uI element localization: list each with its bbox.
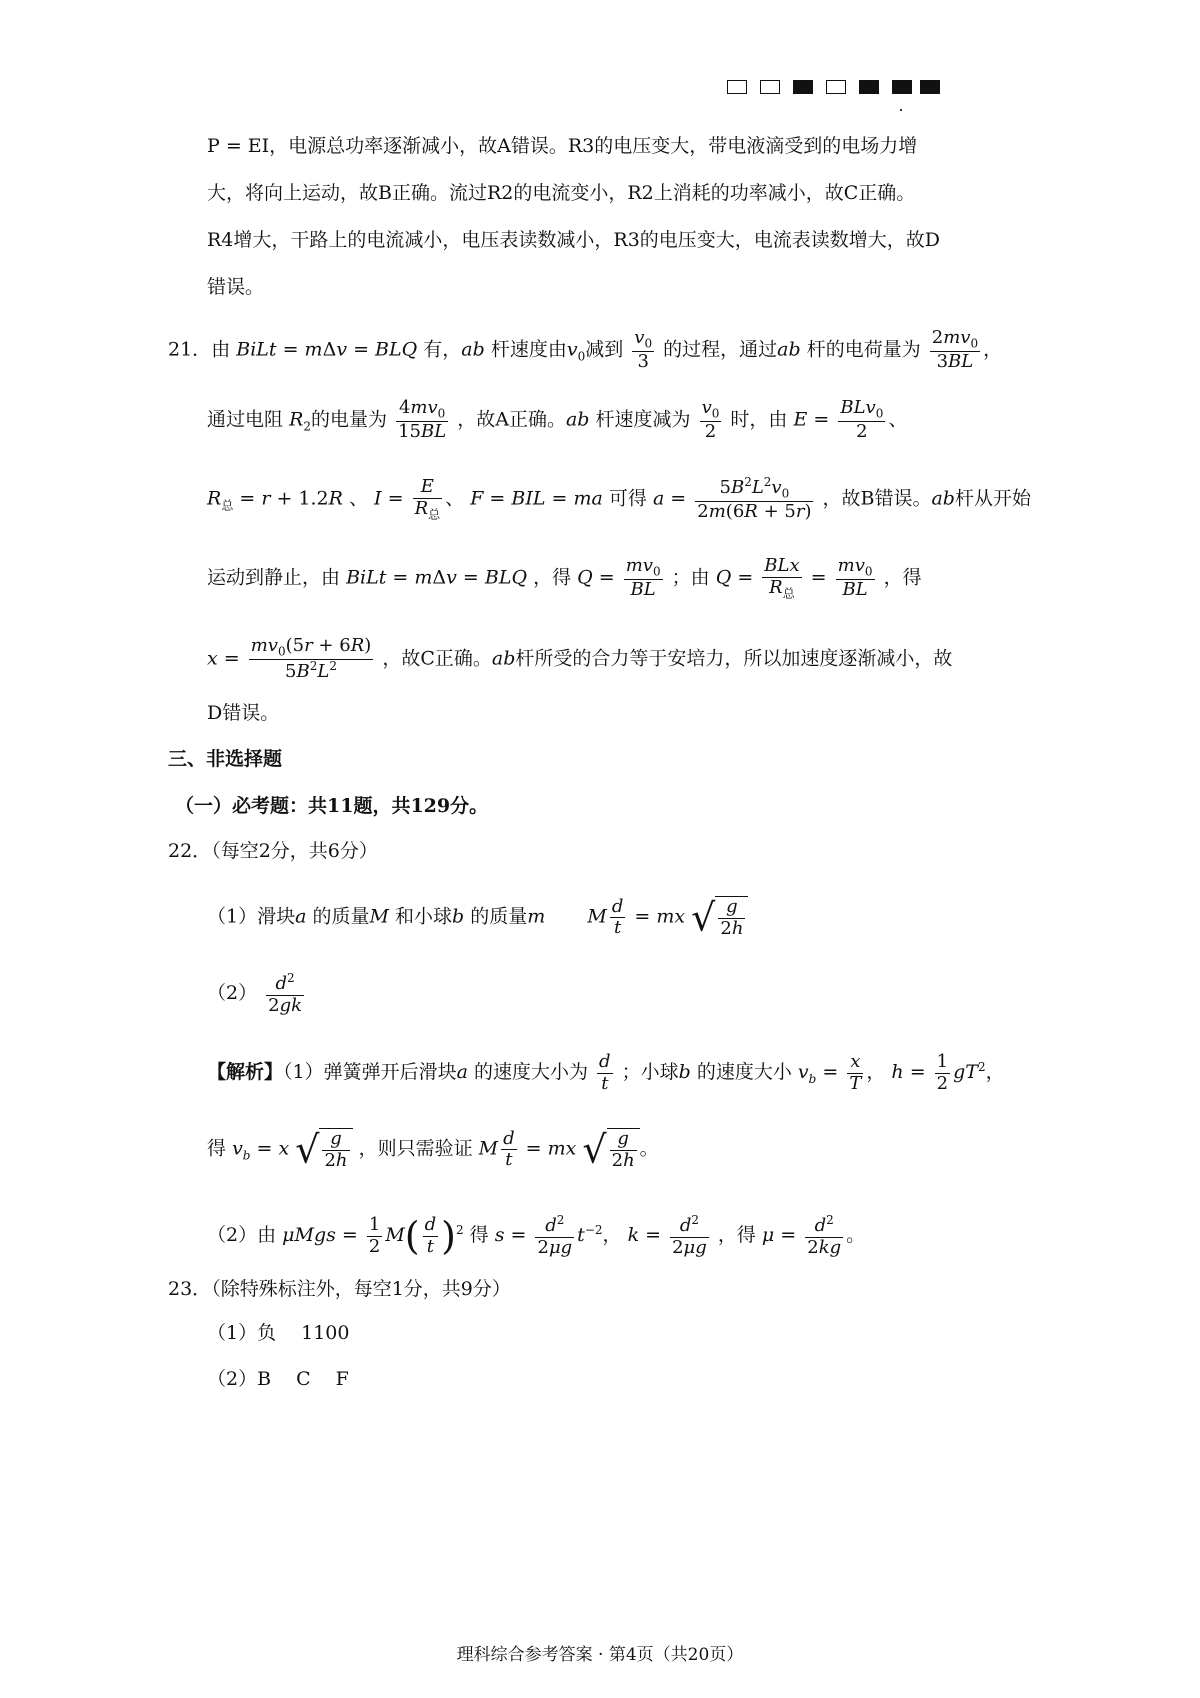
sqrt-g-over-2h-2: √ $\frac{g}{2h}$ [295, 1128, 352, 1171]
marker-square-empty [760, 80, 780, 94]
q22-number: 22． [168, 840, 212, 862]
fraction-d-over-t-4: $\frac{d}{t}$ [424, 1214, 437, 1257]
fraction-v0-over-3: $\frac{v_0}{3}$ [634, 327, 653, 373]
q21-line-5: x = $\frac{mv_0(5r + 6R)}{5B^2L^2}$ ，故C正确。ab杆所受的合力等于安培力，所以加速度逐渐减小，故 [207, 635, 953, 683]
fraction-acceleration: $\frac{5B^2L^2v_0}{2m(6R + 5r)}$ [697, 475, 812, 523]
fraction-d2-over-2mug: $\frac{d^2}{2\mu g}$ [537, 1213, 573, 1258]
q21-line-2: 通过电阻 $R_2$的电量为 $\frac{4mv_0}{15BL}$ ，故A正确。ab 杆速度减为 $\frac{v_0}{2}$ 时，由 E = $\frac{BLv_0}{2}$ 、 [207, 397, 908, 443]
fraction-BLx-Rtotal: $\frac{\text{BLx}}{R_总}$ [764, 555, 800, 601]
section-3-subtitle: （一）必考题：共11题，共129分。 [175, 795, 489, 817]
fraction-mv0-BL-2: $\frac{mv_0}{BL}$ [837, 555, 873, 601]
fraction-d-over-t: $\frac{d}{t}$ [611, 895, 624, 939]
marker-square-empty [727, 80, 747, 94]
fraction-d2-over-2kg: $\frac{d^2}{2kg}$ [807, 1213, 842, 1258]
fraction-mv0-BL: $\frac{mv_0}{BL}$ [625, 555, 661, 601]
q22-part2: （2） $\frac{d^2}{2gk}$ [207, 971, 303, 1016]
marker-square-empty [826, 80, 846, 94]
q22-part1: （1）滑块a 的质量M 和小球b 的质量m M $\frac{d}{t}$ = mx √ $\frac{g}{2h}$ [207, 896, 748, 939]
q23-part1: （1）负 1100 [207, 1322, 350, 1344]
marker-square-filled [892, 80, 912, 94]
q21-line-6: D错误。 [207, 702, 280, 724]
q21-line-1: 21．由 BiLt = mΔv = BLQ 有，ab 杆速度由$v_0$减到 $\frac{v_0}{3}$ 的过程，通过ab 杆的电荷量为 $\frac{2mv_0}{3BL}$ ， [168, 327, 1003, 373]
marker-square-filled [920, 80, 940, 94]
marker-dot [900, 109, 902, 111]
q21-line-4: 运动到静止，由 BiLt = mΔv = BLQ ，得 Q = $\frac{mv_0}{BL}$ ；由 Q = $\frac{\text{BLx}}{R_总}$ = $\frac{mv_0}{BL}$ ，得 [207, 555, 922, 601]
para-line-3: R4增大，干路上的电流减小，电压表读数减小，R3的电压变大，电流表读数增大，故D [207, 229, 941, 251]
analysis-tag: 【解析】 [207, 1061, 284, 1084]
q23-part2: （2）B C F [207, 1368, 349, 1390]
fraction-x-over-T: $\frac{x}{T}$ [849, 1051, 862, 1094]
para-line-1: P = EI，电源总功率逐渐减小，故A错误。R3的电压变大，带电液滴受到的电场力增 [207, 135, 918, 157]
q23-header: 23．（除特殊标注外，每空1分，共9分） [168, 1278, 511, 1300]
marker-square-filled [859, 80, 879, 94]
section-3-title: 三、非选择题 [168, 748, 283, 770]
q22-analysis-line-2: 得 $v_b = x$ √ $\frac{g}{2h}$ ，则只需验证 M $\frac{d}{t}$ = mx √ $\frac{g}{2h}$ 。 [207, 1127, 659, 1172]
fraction-2mv0-3BL: $\frac{2mv_0}{3BL}$ [931, 327, 979, 373]
q23-number: 23． [168, 1278, 212, 1300]
fraction-v0-over-2: $\frac{v_0}{2}$ [701, 397, 720, 443]
q21-number: 21． [168, 338, 212, 361]
fraction-4mv0-15BL: $\frac{4mv_0}{15BL}$ [398, 397, 447, 443]
fraction-one-half-2: $\frac{1}{2}$ [368, 1214, 381, 1257]
q22-analysis-line-1: 【解析】（1）弹簧弹开后滑块a 的速度大小为 $\frac{d}{t}$ ；小球b 的速度大小 $v_b$ = $\frac{x}{T}$ ， h = $\frac{1}{2}$ $gT^2$， [207, 1051, 1005, 1094]
para-line-2: 大，将向上运动，故B正确。流过R2的电流变小，R2上消耗的功率减小，故C正确。 [207, 182, 916, 204]
fraction-d2-over-2mug-2: $\frac{d^2}{2\mu g}$ [672, 1213, 707, 1258]
fraction-d-over-t-3: $\frac{d}{t}$ [503, 1127, 515, 1171]
q21-line-3: $R_总 = r + 1.2R$ 、 I = $\frac{E}{R_总}$ 、 F = BIL = ma 可得 a = $\frac{5B^2L^2v_0}{2m(6R + 5r)}$ ，故B错误。ab杆从开始 [207, 475, 1031, 523]
page-footer: 理科综合参考答案 · 第4页（共20页） [456, 1645, 744, 1665]
fraction-d-over-t-2: $\frac{d}{t}$ [599, 1051, 611, 1094]
sqrt-g-over-2h-3: √ $\frac{g}{2h}$ [582, 1128, 639, 1171]
fraction-d2-over-2gk: $\frac{d^2}{2gk}$ [268, 971, 303, 1016]
q22-analysis-line-3: （2）由 μMgs = $\frac{1}{2}$ M( $\frac{d}{t}$ )$^2$ 得 s = $\frac{d^2}{2\mu g}$ $t^{-2}$， k = $\frac{d^2}{2\mu g}$ ，得 μ = $\frac{d^2}{2kg}$ 。 [207, 1213, 866, 1259]
fraction-BLv0-over-2: $\frac{BLv_0}{2}$ [840, 397, 884, 443]
fraction-one-half: $\frac{1}{2}$ [936, 1051, 949, 1094]
fraction-displacement: $\frac{mv_0(5r + 6R)}{5B^2L^2}$ [250, 635, 372, 683]
sqrt-g-over-2h: √ $\frac{g}{2h}$ [691, 896, 748, 939]
marker-square-filled [793, 80, 813, 94]
para-line-4: 错误。 [207, 276, 265, 298]
q22-header: 22．（每空2分，共6分） [168, 840, 378, 862]
fraction-E-over-Rtotal: $\frac{E}{R_总}$ [414, 476, 441, 522]
